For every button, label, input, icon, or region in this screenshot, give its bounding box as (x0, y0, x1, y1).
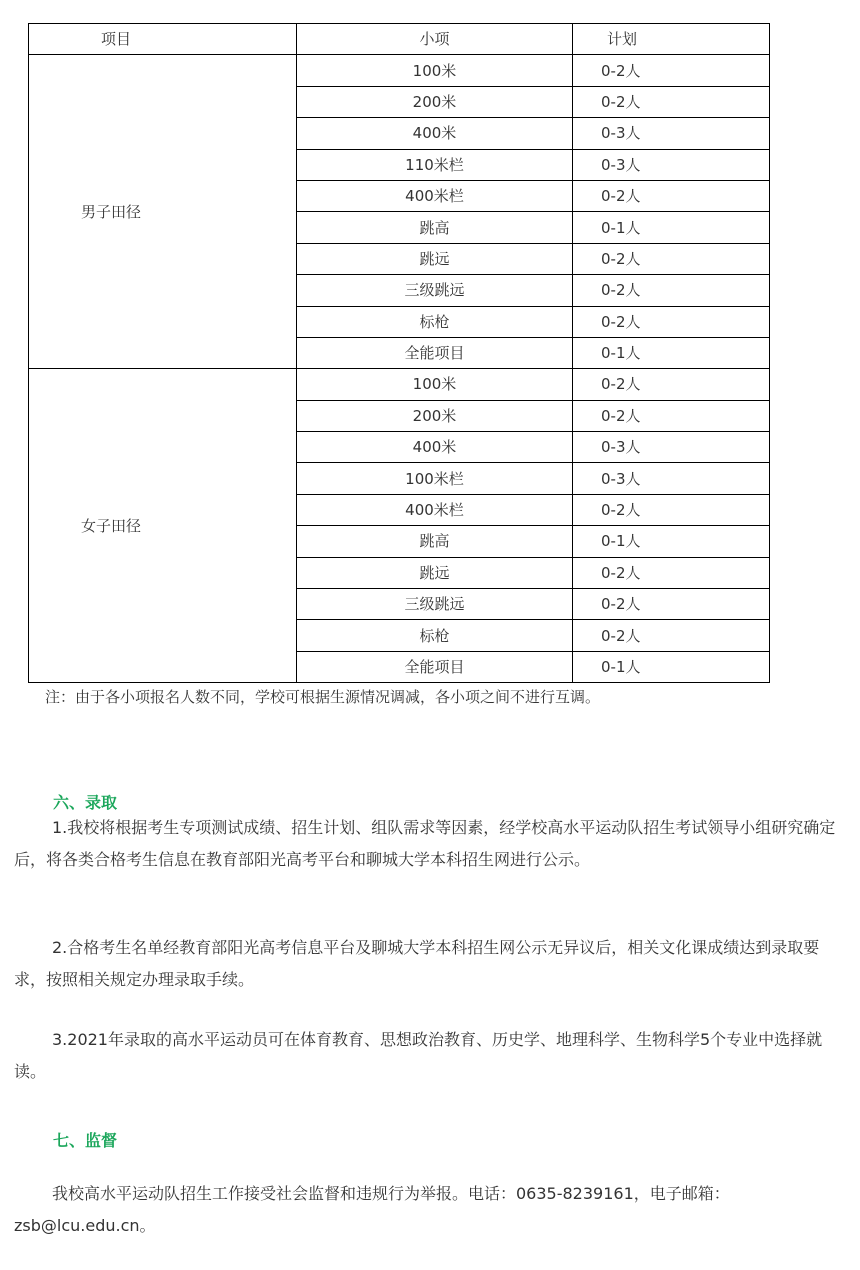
plan-cell: 0-2人 (573, 369, 770, 400)
sub-item-cell: 标枪 (297, 620, 573, 651)
section-7-paragraph: 我校高水平运动队招生工作接受社会监督和违规行为举报。电话：0635-8239161，电子邮箱：zsb@lcu.edu.cn。 (14, 1184, 730, 1235)
sub-item-cell: 跳高 (297, 526, 573, 557)
sub-item-cell: 跳高 (297, 212, 573, 243)
sub-item-cell: 100米栏 (297, 463, 573, 494)
sub-item-cell: 400米 (297, 118, 573, 149)
sub-item-cell: 三级跳远 (297, 589, 573, 620)
plan-cell: 0-3人 (573, 118, 770, 149)
plan-cell: 0-2人 (573, 494, 770, 525)
sub-item-cell: 跳远 (297, 243, 573, 274)
plan-cell: 0-2人 (573, 243, 770, 274)
header-project: 项目 (29, 24, 297, 55)
plan-cell: 0-1人 (573, 337, 770, 368)
enrollment-plan-table (28, 23, 770, 683)
sub-item-cell: 100米 (297, 55, 573, 86)
plan-cell: 0-2人 (573, 275, 770, 306)
table-row (29, 369, 770, 400)
plan-cell: 0-2人 (573, 180, 770, 211)
section-6-paragraph-1: 1.我校将根据考生专项测试成绩、招生计划、组队需求等因素，经学校高水平运动队招生考试领导小组研究确定后，将各类合格考生信息在教育部阳光高考平台和聊城大学本科招生网进行公示。 (14, 818, 836, 869)
plan-cell: 0-1人 (573, 212, 770, 243)
section-6-heading: 六、录取 (53, 793, 118, 812)
sub-item-cell: 200米 (297, 400, 573, 431)
plan-cell: 0-2人 (573, 589, 770, 620)
plan-cell: 0-3人 (573, 432, 770, 463)
table-header-row (29, 24, 770, 55)
group-name: 男子田径 (29, 55, 297, 369)
section-6-paragraph-3: 3.2021年录取的高水平运动员可在体育教育、思想政治教育、历史学、地理科学、生物科学5个专业中选择就读。 (14, 1030, 823, 1081)
group-name: 女子田径 (29, 369, 297, 683)
section-6-paragraph-2: 2.合格考生名单经教育部阳光高考信息平台及聊城大学本科招生网公示无异议后，相关文化课成绩达到录取要求，按照相关规定办理录取手续。 (14, 938, 820, 989)
plan-cell: 0-2人 (573, 86, 770, 117)
plan-cell: 0-2人 (573, 55, 770, 86)
sub-item-cell: 100米 (297, 369, 573, 400)
sub-item-cell: 跳远 (297, 557, 573, 588)
header-sub-item: 小项 (297, 24, 573, 55)
sub-item-cell: 标枪 (297, 306, 573, 337)
sub-item-cell: 全能项目 (297, 651, 573, 682)
table-note: 注：由于各小项报名人数不同，学校可根据生源情况调减，各小项之间不进行互调。 (45, 688, 601, 706)
plan-cell: 0-2人 (573, 306, 770, 337)
plan-cell: 0-3人 (573, 149, 770, 180)
table-row (29, 55, 770, 86)
sub-item-cell: 400米 (297, 432, 573, 463)
sub-item-cell: 400米栏 (297, 180, 573, 211)
sub-item-cell: 110米栏 (297, 149, 573, 180)
sub-item-cell: 三级跳远 (297, 275, 573, 306)
sub-item-cell: 全能项目 (297, 337, 573, 368)
plan-cell: 0-3人 (573, 463, 770, 494)
plan-cell: 0-2人 (573, 620, 770, 651)
sub-item-cell: 400米栏 (297, 494, 573, 525)
plan-cell: 0-1人 (573, 651, 770, 682)
plan-cell: 0-2人 (573, 557, 770, 588)
section-7-heading: 七、监督 (53, 1131, 118, 1150)
sub-item-cell: 200米 (297, 86, 573, 117)
table-body (29, 55, 770, 683)
plan-cell: 0-2人 (573, 400, 770, 431)
plan-cell: 0-1人 (573, 526, 770, 557)
header-plan: 计划 (573, 24, 770, 55)
